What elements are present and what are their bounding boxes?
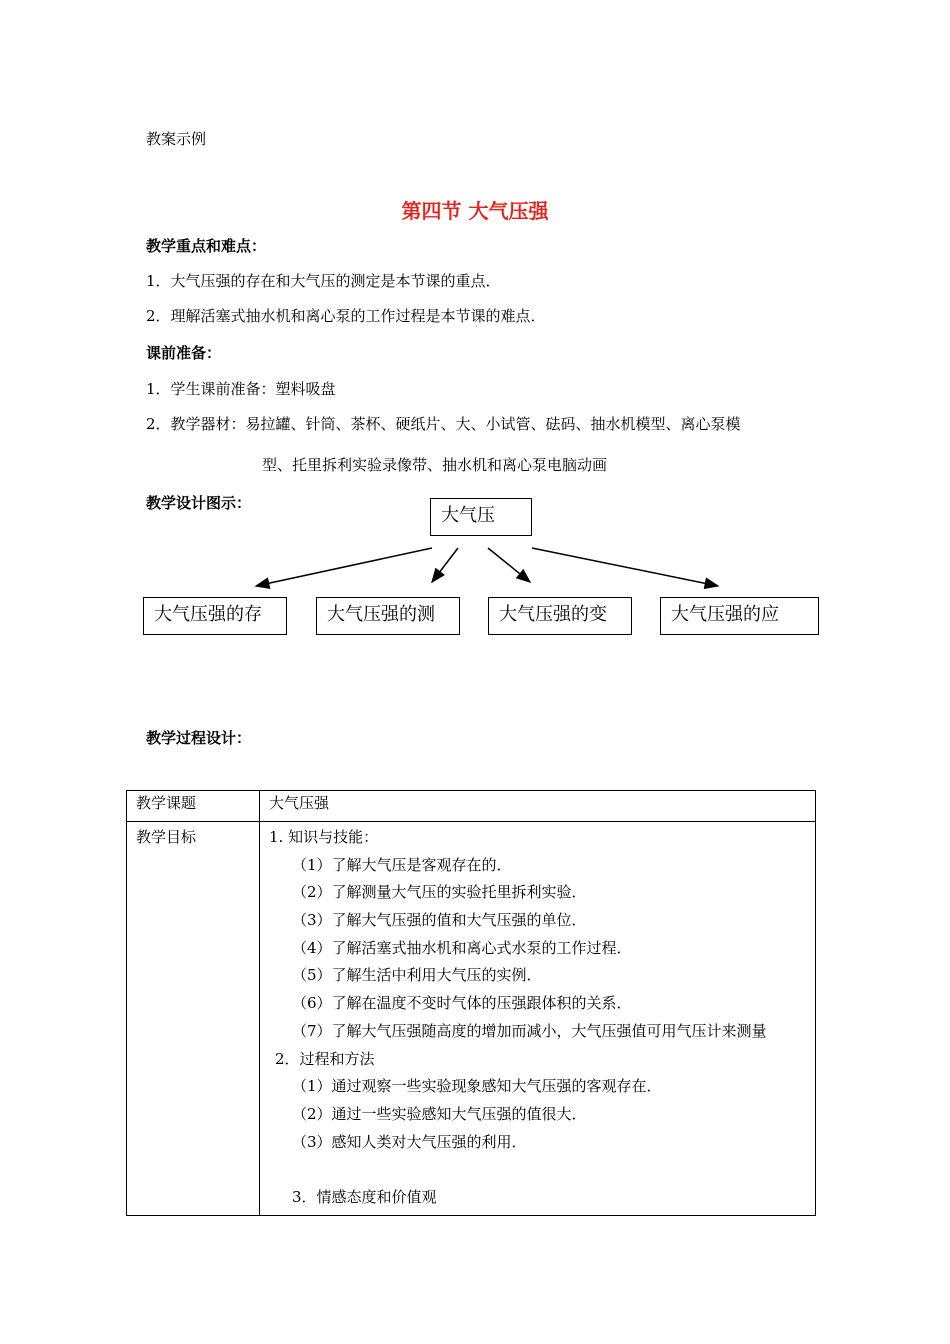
goal-item: （6）了解在温度不变时气体的压强跟体积的关系． [292, 994, 632, 1013]
preparation-item-continued: 型、托里拆利实验录像带、抽水机和离心泵电脑动画 [262, 456, 608, 474]
diagram-heading: 教学设计图示： [146, 494, 252, 512]
topic-label-cell: 教学课题 [127, 791, 260, 822]
goal-item: （3）感知人类对大气压强的利用． [292, 1132, 527, 1151]
diagram-child-box: 大气压强的存 [143, 597, 287, 635]
key-point-item: 2．理解活塞式抽水机和离心泵的工作过程是本节课的难点． [146, 307, 546, 325]
goal-item: （1）了解大气压是客观存在的． [292, 855, 512, 874]
goals-section-heading: 1. 知识与技能： [269, 828, 379, 846]
key-point-item: 1．大气压强的存在和大气压的测定是本节课的重点． [146, 272, 501, 290]
process-table [126, 790, 816, 1216]
diagram-child-box: 大气压强的应 [660, 597, 819, 635]
diagram-child-box: 大气压强的变 [488, 597, 632, 635]
goal-item: （2）通过一些实验感知大气压强的值很大． [292, 1104, 587, 1123]
goals-section-heading: 2．过程和方法 [275, 1049, 375, 1068]
goal-item: （5）了解生活中利用大气压的实例． [292, 966, 542, 985]
goal-item: （1）通过观察一些实验现象感知大气压强的客观存在． [292, 1077, 662, 1096]
topic-value-cell: 大气压强 [260, 791, 816, 822]
table-row [127, 791, 816, 822]
preparation-item: 2．教学器材：易拉罐、针筒、茶杯、硬纸片、大、小试管、砝码、抽水机模型、离心泵模 [146, 415, 741, 433]
preparation-item: 1．学生课前准备：塑料吸盘 [146, 380, 336, 398]
goals-content-cell [260, 822, 816, 1216]
goal-item: （3）了解大气压强的值和大气压强的单位． [292, 911, 587, 930]
preparation-heading: 课前准备： [146, 344, 222, 362]
table-row [127, 822, 816, 1216]
goals-section-heading: 3．情感态度和价值观 [292, 1187, 437, 1206]
blank-line [269, 1157, 815, 1185]
process-heading: 教学过程设计： [146, 729, 252, 747]
goal-item: （7）了解大气压强随高度的增加而减小，大气压强值可用气压计来测量 [292, 1021, 767, 1040]
arrow-line [488, 548, 530, 582]
goal-item: （4）了解活塞式抽水机和离心式水泵的工作过程． [292, 938, 632, 957]
diagram-root-box: 大气压 [430, 498, 532, 536]
arrow-line [432, 548, 458, 582]
arrow-line [532, 548, 718, 586]
goal-item: （2）了解测量大气压的实验托里拆利实验． [292, 883, 587, 902]
diagram-child-box: 大气压强的测 [316, 597, 460, 635]
header-label: 教案示例 [146, 130, 207, 148]
page-title: 第四节 大气压强 [401, 199, 549, 223]
goals-label-cell: 教学目标 [127, 822, 260, 1216]
arrow-line [256, 548, 432, 586]
key-points-heading: 教学重点和难点： [146, 237, 267, 255]
